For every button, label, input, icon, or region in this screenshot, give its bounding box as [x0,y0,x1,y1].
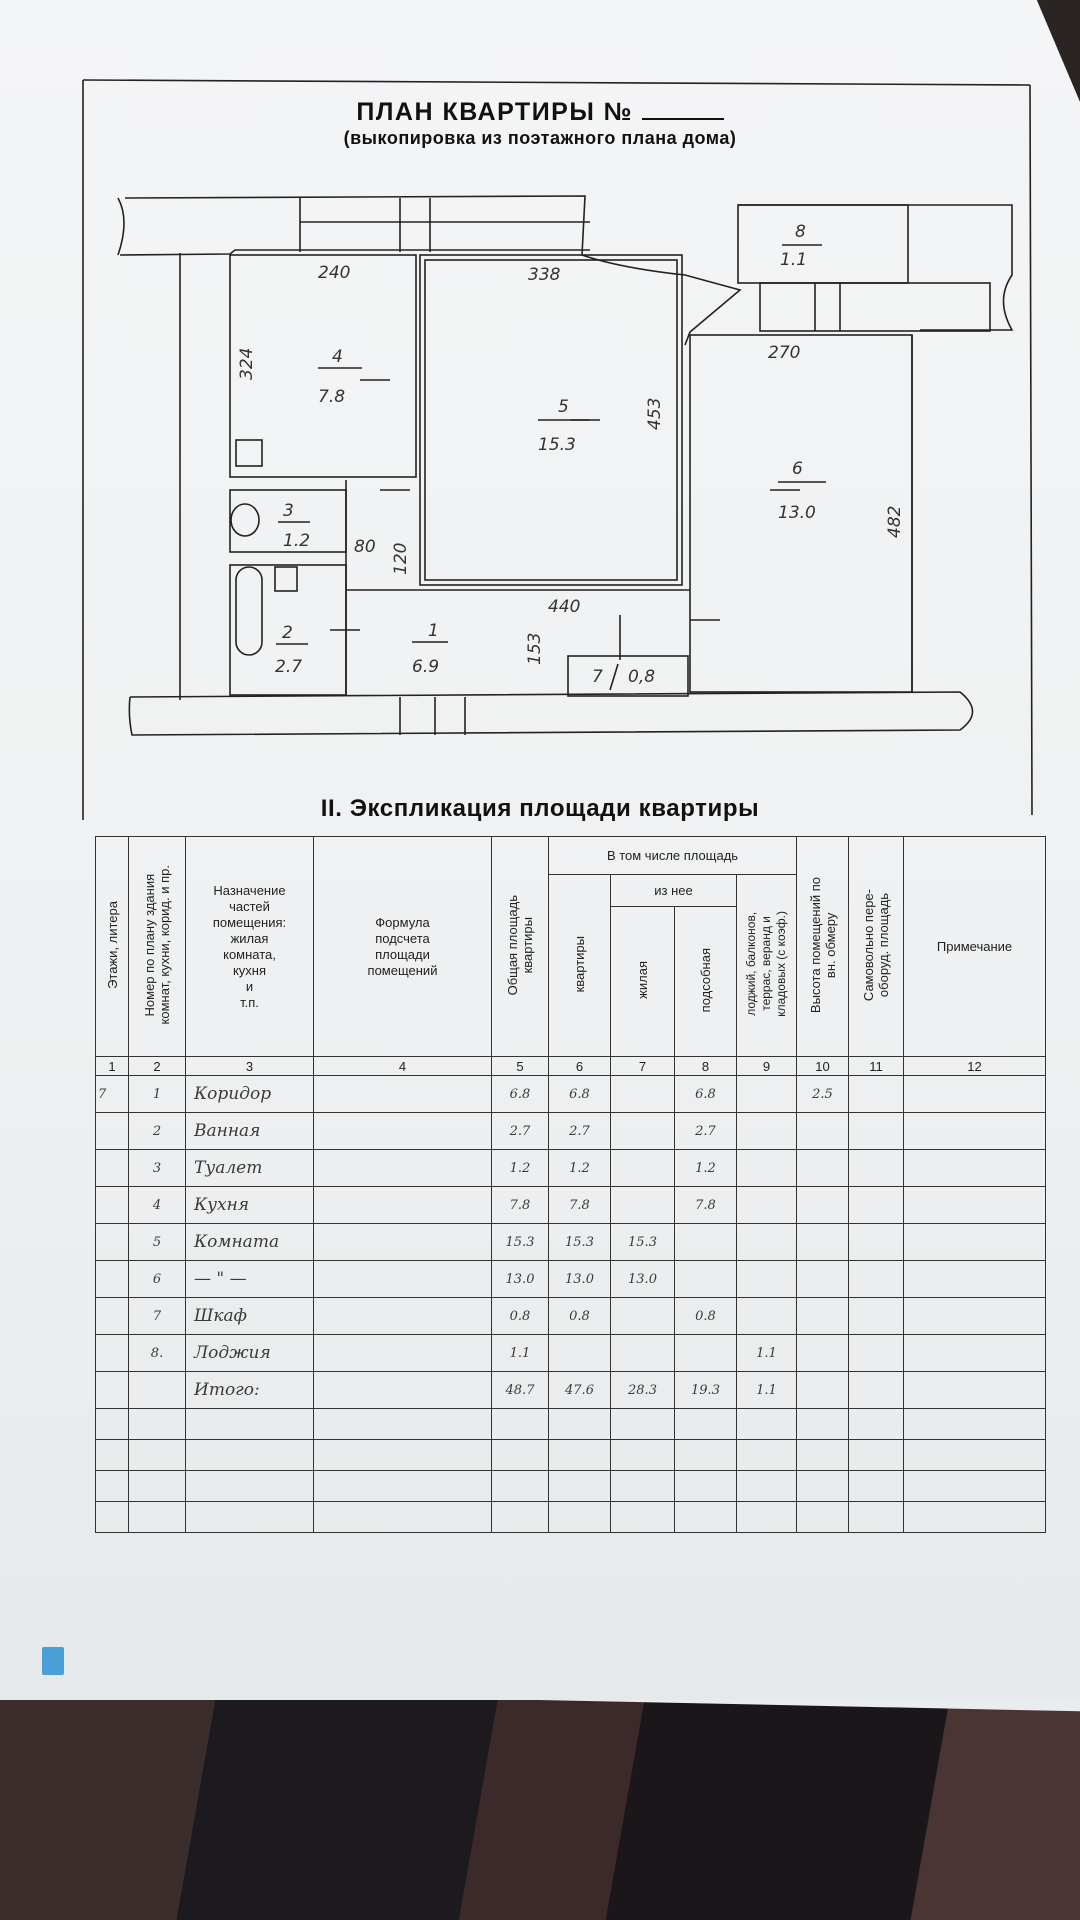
dim-120: 120 [391,542,411,575]
cell-aux [675,1224,737,1261]
empty-cell [492,1409,549,1440]
room-7-area: 0,8 [628,667,656,687]
room-4-area: 7.8 [318,387,346,407]
header-group: В том числе площадь [549,837,797,875]
empty-cell [675,1409,737,1440]
cell-note [904,1224,1046,1261]
cell-note [904,1076,1046,1113]
cell-floor [96,1372,129,1409]
empty-cell [904,1502,1046,1533]
cell-total: 0.8 [492,1298,549,1335]
cell-aux: 19.3 [675,1372,737,1409]
cell-name: Кухня [186,1187,314,1224]
empty-cell [849,1440,904,1471]
empty-cell [314,1502,492,1533]
room-4-number: 4 [332,347,343,367]
cell-loggia [737,1224,797,1261]
table-row [96,1372,1046,1409]
cell-living [611,1335,675,1372]
cell-floor [96,1113,129,1150]
cell-self-remodeled [849,1187,904,1224]
cell-floor [96,1298,129,1335]
cell-height [797,1224,849,1261]
empty-cell [96,1502,129,1533]
cell-living: 13.0 [611,1261,675,1298]
cell-apt: 15.3 [549,1224,611,1261]
cell-living: 28.3 [611,1372,675,1409]
cell-aux: 7.8 [675,1187,737,1224]
cell-living [611,1187,675,1224]
cell-loggia [737,1076,797,1113]
cell-aux: 0.8 [675,1298,737,1335]
cell-total: 7.8 [492,1187,549,1224]
cell-num: 5 [129,1224,186,1261]
table-row [96,1335,1046,1372]
empty-cell [904,1409,1046,1440]
empty-cell [737,1409,797,1440]
room-6-number: 6 [792,459,803,479]
document-title: ПЛАН КВАРТИРЫ № [0,98,1080,127]
empty-cell [96,1409,129,1440]
cell-loggia: 1.1 [737,1372,797,1409]
header-loggia: лоджий, балконов, террас, веранд и кладовых (с коэф.) [737,875,797,1057]
cell-self-remodeled [849,1150,904,1187]
cell-name: Ванная [186,1113,314,1150]
cell-loggia: 1.1 [737,1335,797,1372]
empty-cell [797,1502,849,1533]
cell-height [797,1298,849,1335]
table-row [96,1076,1046,1113]
cell-apt [549,1335,611,1372]
cell-num: 8. [129,1335,186,1372]
cell-formula [314,1150,492,1187]
empty-cell [737,1471,797,1502]
empty-cell [96,1471,129,1502]
cell-floor [96,1261,129,1298]
empty-cell [129,1502,186,1533]
header-apartment: квартиры [549,875,611,1057]
cell-living [611,1150,675,1187]
cell-apt: 1.2 [549,1150,611,1187]
cell-name: — " — [186,1261,314,1298]
room-3-area: 1.2 [283,531,311,551]
cell-note [904,1113,1046,1150]
empty-cell [186,1409,314,1440]
cell-living [611,1076,675,1113]
empty-cell [849,1471,904,1502]
room-1-area: 6.9 [412,657,440,677]
cell-note [904,1335,1046,1372]
empty-cell [129,1471,186,1502]
dim-270: 270 [768,343,801,363]
header-note: Примечание [904,837,1046,1057]
cell-formula [314,1298,492,1335]
dim-240: 240 [318,263,351,283]
cell-self-remodeled [849,1298,904,1335]
table-row [96,1113,1046,1150]
room-7-number: 7 [592,667,603,687]
cell-floor [96,1150,129,1187]
cell-note [904,1372,1046,1409]
empty-cell [675,1440,737,1471]
empty-row [96,1471,1046,1502]
cell-height [797,1150,849,1187]
dim-338: 338 [528,265,561,285]
cell-height [797,1261,849,1298]
empty-cell [675,1502,737,1533]
table-row [96,1261,1046,1298]
cell-name: Комната [186,1224,314,1261]
cell-floor [96,1187,129,1224]
cell-total: 13.0 [492,1261,549,1298]
blue-folder-tab [42,1647,64,1675]
cell-floor: 7 [96,1076,129,1113]
cell-self-remodeled [849,1335,904,1372]
empty-cell [492,1471,549,1502]
empty-cell [492,1502,549,1533]
cell-loggia [737,1187,797,1224]
cell-self-remodeled [849,1372,904,1409]
cell-name: Шкаф [186,1298,314,1335]
cell-total: 6.8 [492,1076,549,1113]
cell-total: 2.7 [492,1113,549,1150]
room-1-number: 1 [428,621,439,641]
cell-formula [314,1076,492,1113]
room-8-area: 1.1 [780,250,808,270]
cell-aux [675,1335,737,1372]
dim-153: 153 [525,632,545,665]
table-row [96,1224,1046,1261]
empty-cell [849,1409,904,1440]
cell-height [797,1187,849,1224]
explication-table [95,836,1046,1533]
cell-name: Лоджия [186,1335,314,1372]
empty-cell [314,1471,492,1502]
dim-80: 80 [354,537,376,557]
empty-cell [492,1440,549,1471]
header-height: Высота помещений по вн. обмеру [797,837,849,1057]
cell-num: 3 [129,1150,186,1187]
room-6-area: 13.0 [778,503,816,523]
dim-453: 453 [645,397,665,430]
empty-cell [849,1502,904,1533]
room-2-number: 2 [282,623,293,643]
dim-324: 324 [237,347,257,380]
empty-cell [611,1440,675,1471]
dim-482: 482 [885,505,905,538]
empty-cell [186,1471,314,1502]
cell-formula [314,1335,492,1372]
empty-cell [129,1440,186,1471]
cell-num: 2 [129,1113,186,1150]
empty-row [96,1440,1046,1471]
column-numbers-row: 1 2 3 4 5 6 7 8 9 10 11 12 [96,1057,1046,1076]
cell-note [904,1261,1046,1298]
cell-name: Итого: [186,1372,314,1409]
cell-num: 7 [129,1298,186,1335]
dim-440: 440 [548,597,581,617]
cell-height [797,1372,849,1409]
cell-aux: 1.2 [675,1150,737,1187]
cell-apt: 7.8 [549,1187,611,1224]
cell-name: Коридор [186,1076,314,1113]
room-8-number: 8 [795,222,806,242]
header-room-number: Номер по плану здания комнат, кухни, корид. и пр. [129,837,186,1057]
cell-formula [314,1261,492,1298]
empty-cell [737,1502,797,1533]
empty-cell [186,1440,314,1471]
room-2-area: 2.7 [275,657,303,677]
floor-plan [0,0,1080,830]
cell-loggia [737,1150,797,1187]
cell-apt: 0.8 [549,1298,611,1335]
cell-formula [314,1187,492,1224]
cell-num [129,1372,186,1409]
cell-num: 4 [129,1187,186,1224]
cell-note [904,1298,1046,1335]
table-row [96,1187,1046,1224]
empty-cell [797,1440,849,1471]
cell-aux [675,1261,737,1298]
cell-height [797,1335,849,1372]
empty-cell [675,1471,737,1502]
empty-cell [737,1440,797,1471]
cell-formula [314,1224,492,1261]
table-row [96,1298,1046,1335]
empty-cell [314,1409,492,1440]
room-3-number: 3 [283,501,294,521]
empty-cell [904,1440,1046,1471]
cell-self-remodeled [849,1261,904,1298]
table-row [96,1150,1046,1187]
cell-formula [314,1372,492,1409]
cell-formula [314,1113,492,1150]
empty-cell [314,1440,492,1471]
cell-name: Туалет [186,1150,314,1187]
cell-self-remodeled [849,1224,904,1261]
empty-cell [797,1471,849,1502]
cell-living [611,1113,675,1150]
empty-cell [549,1471,611,1502]
cell-height: 2.5 [797,1076,849,1113]
cell-loggia [737,1113,797,1150]
cell-loggia [737,1261,797,1298]
empty-cell [549,1502,611,1533]
empty-cell [129,1409,186,1440]
empty-cell [549,1409,611,1440]
cell-loggia [737,1298,797,1335]
header-formula: Формула подсчета площади помещений [314,837,492,1057]
cell-total: 1.2 [492,1150,549,1187]
empty-cell [904,1471,1046,1502]
cell-num: 1 [129,1076,186,1113]
section-title: II. Экспликация площади квартиры [320,795,760,822]
empty-cell [186,1502,314,1533]
empty-cell [96,1440,129,1471]
empty-cell [549,1440,611,1471]
header-subgroup: из нее [611,875,737,907]
room-5-area: 15.3 [538,435,576,455]
room-5-number: 5 [558,397,569,417]
cell-apt: 47.6 [549,1372,611,1409]
empty-cell [611,1409,675,1440]
cell-num: 6 [129,1261,186,1298]
header-total-area: Общая площадь квартиры [492,837,549,1057]
cell-apt: 13.0 [549,1261,611,1298]
header-living: жилая [611,907,675,1057]
header-purpose: Назначение частей помещения: жилая комната, кухня и т.п. [186,837,314,1057]
cell-floor [96,1224,129,1261]
header-floor: Этажи, литера [96,837,129,1057]
empty-cell [611,1471,675,1502]
empty-row [96,1409,1046,1440]
cell-aux: 2.7 [675,1113,737,1150]
empty-row [96,1502,1046,1533]
cell-height [797,1113,849,1150]
document-subtitle: (выкопировка из поэтажного плана дома) [343,128,737,148]
cell-note [904,1150,1046,1187]
cell-aux: 6.8 [675,1076,737,1113]
cell-total: 15.3 [492,1224,549,1261]
cell-apt: 6.8 [549,1076,611,1113]
cell-note [904,1187,1046,1224]
cell-floor [96,1335,129,1372]
cell-living: 15.3 [611,1224,675,1261]
cell-self-remodeled [849,1076,904,1113]
cell-self-remodeled [849,1113,904,1150]
cell-total: 48.7 [492,1372,549,1409]
cell-living [611,1298,675,1335]
empty-cell [611,1502,675,1533]
empty-cell [797,1409,849,1440]
cell-total: 1.1 [492,1335,549,1372]
header-auxiliary: подсобная [675,907,737,1057]
cell-apt: 2.7 [549,1113,611,1150]
header-self-remodeled: Самовольно пере- оборуд. площадь [849,837,904,1057]
